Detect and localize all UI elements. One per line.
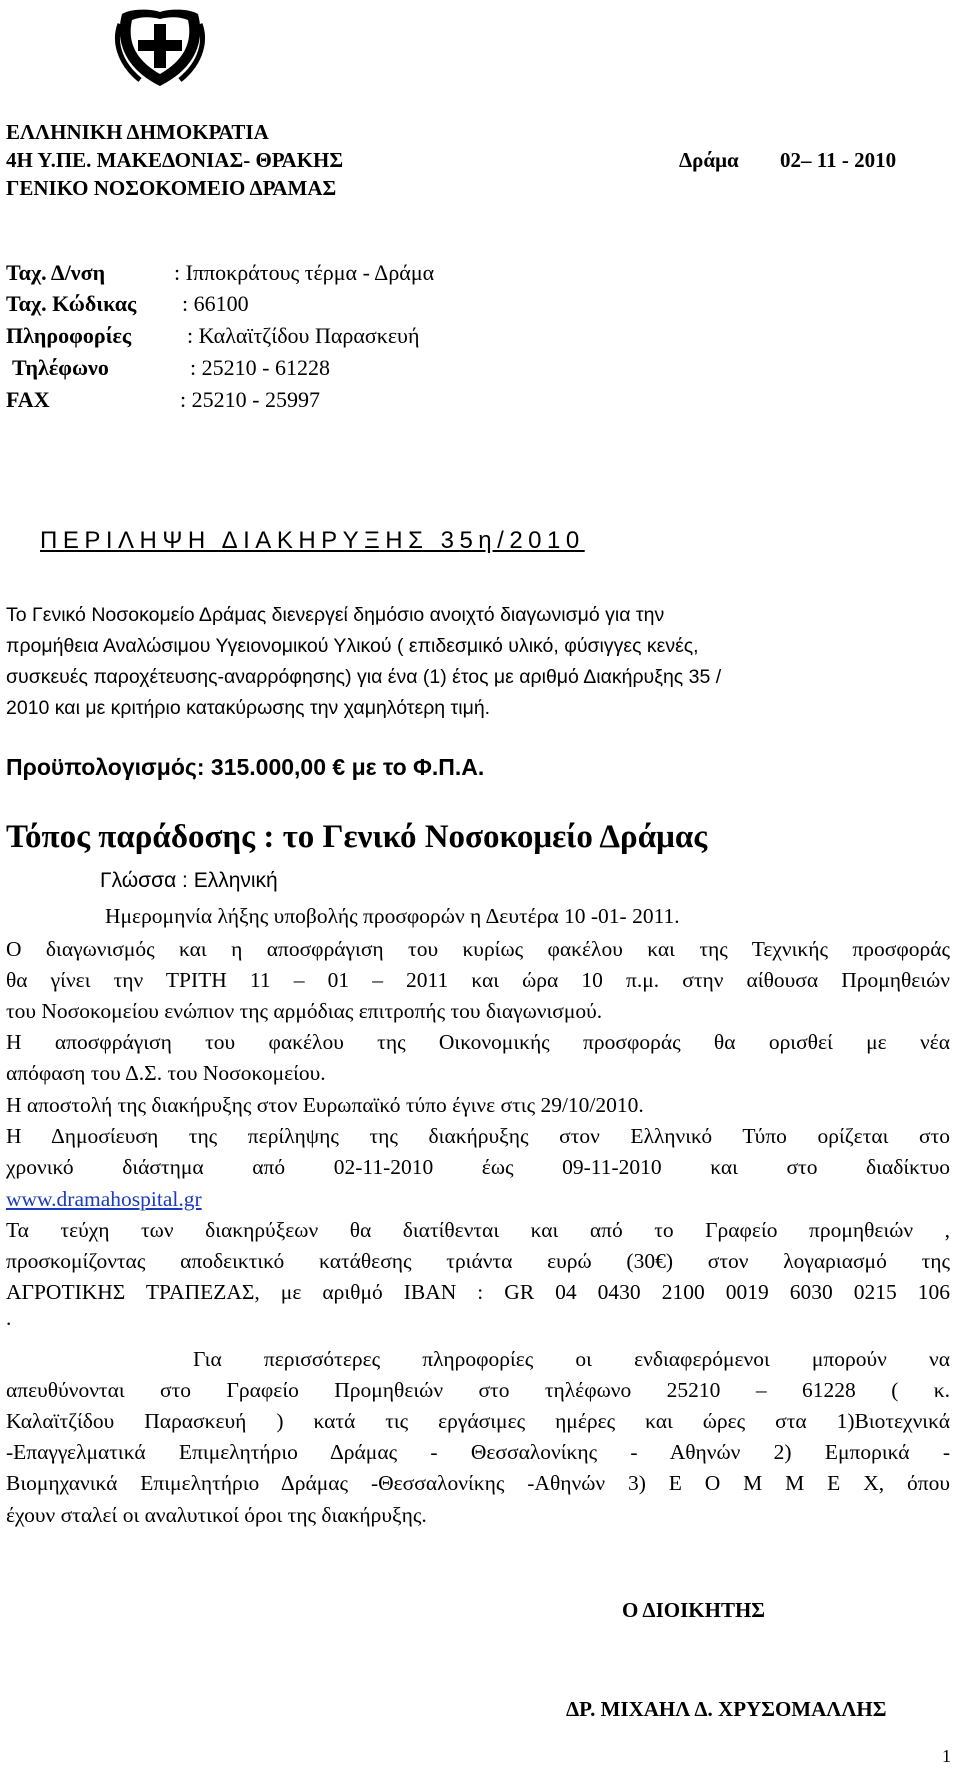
address-label: Ταχ. Κώδικας: [6, 291, 137, 316]
intro-line: προμήθεια Αναλώσιμου Υγειονομικού Υλικού ( επιδεσμικό υλικό, φύσιγγες κενές,: [6, 635, 699, 657]
body-line: Η αποστολή της διακήρυξης στον Ευρωπαϊκό τύπο έγινε στις 29/10/2010.: [6, 1093, 644, 1117]
language: Γλώσσα : Ελληνική: [100, 869, 278, 892]
body-line: απευθύνονται στο Γραφείο Προμηθειών στο τηλέφωνο 25210 – 61228 ( κ.: [6, 1378, 950, 1402]
body-line: προσκομίζοντας αποδεικτικό κατάθεσης τριάντα ευρώ (30€) στον λογαριασμό της: [6, 1249, 950, 1273]
body-line: απόφαση του Δ.Σ. του Νοσοκομείου.: [6, 1061, 326, 1085]
budget: Προϋπολογισμός: 315.000,00 € με το Φ.Π.Α.: [6, 754, 485, 780]
header-line-region: 4Η Υ.ΠΕ. ΜΑΚΕΔΟΝΙΑΣ- ΘΡΑΚΗΣ: [6, 148, 344, 172]
body-line: -Επαγγελματικά Επιμελητήριο Δράμας - Θεσσαλονίκης - Αθηνών 2) Εμπορικά -: [6, 1440, 950, 1464]
address-label: Πληροφορίες: [6, 323, 132, 348]
body-line: θα γίνει την ΤΡΙΤΗ 11 – 01 – 2011 και ώρα 10 π.μ. στην αίθουσα Προμηθειών: [6, 968, 950, 992]
body-line: Η Δημοσίευση της περίληψης της διακήρυξης στον Ελληνικό Τύπο ορίζεται στο: [6, 1124, 950, 1148]
delivery-place: Τόπος παράδοσης : το Γενικό Νοσοκομείο Δράμας: [6, 819, 708, 855]
header-line-hospital: ΓΕΝΙΚΟ ΝΟΣΟΚΟΜΕΙΟ ΔΡΑΜΑΣ: [6, 176, 337, 200]
body-line: Βιομηχανικά Επιμελητήριο Δράμας -Θεσσαλονίκης -Αθηνών 3) Ε Ο Μ Μ Ε Χ, όπου: [6, 1471, 950, 1495]
intro-line: 2010 και με κριτήριο κατακύρωσης την χαμηλότερη τιμή.: [6, 697, 491, 719]
body-line: Για περισσότερες πληροφορίες οι ενδιαφερόμενοι μπορούν να: [193, 1347, 950, 1371]
page-title: ΠΕΡΙΛΗΨΗ ΔΙΑΚΗΡΥΞΗΣ 35η/2010: [40, 527, 585, 554]
intro-line: συσκευές παροχέτευσης-αναρρόφησης) για ένα (1) έτος με αριθμό Διακήρυξης 35 /: [6, 666, 722, 688]
website-link[interactable]: www.dramahospital.gr: [6, 1187, 202, 1211]
deadline: Ημερομηνία λήξης υποβολής προσφορών η Δευτέρα 10 -01- 2011.: [105, 904, 680, 928]
body-line: Καλαϊτζίδου Παρασκευή ) κατά τις εργάσιμες ημέρες και ώρες στα 1)Βιοτεχνικά: [6, 1409, 950, 1433]
address-label: Ταχ. Δ/νση: [6, 260, 106, 285]
page-number: 1: [942, 1746, 951, 1766]
address-value: : 25210 - 61228: [190, 355, 330, 380]
address-value: : 66100: [182, 291, 249, 316]
address-value: : 25210 - 25997: [180, 387, 320, 412]
address-label: Τηλέφωνο: [12, 355, 109, 380]
header-place: Δράμα: [679, 148, 739, 172]
signature-name: ΔΡ. ΜΙΧΑΗΛ Δ. ΧΡΥΣΟΜΑΛΛΗΣ: [566, 1697, 887, 1721]
address-value: : Ιπποκράτους τέρμα - Δράμα: [174, 260, 435, 285]
header-date: 02– 11 - 2010: [780, 148, 897, 172]
body-line: ΑΓΡΟΤΙΚΗΣ ΤΡΑΠΕΖΑΣ, με αριθμό ΙΒΑΝ : GR 04 0430 2100 0019 6030 0215 106: [6, 1280, 950, 1304]
greek-coat-of-arms-icon: [112, 6, 208, 90]
address-value: : Καλαϊτζίδου Παρασκευή: [187, 323, 420, 348]
body-line: Η αποσφράγιση του φακέλου της Οικονομικής προσφοράς θα ορισθεί με νέα: [6, 1030, 950, 1054]
header-line-republic: ΕΛΛΗΝΙΚΗ ΔΗΜΟΚΡΑΤΙΑ: [6, 120, 269, 144]
body-line: χρονικό διάστημα από 02-11-2010 έως 09-11-2010 και στο διαδίκτυο: [6, 1155, 950, 1179]
body-line: Ο διαγωνισμός και η αποσφράγιση του κυρίως φακέλου και της Τεχνικής προσφοράς: [6, 937, 950, 961]
body-line: έχουν σταλεί οι αναλυτικοί όροι της διακήρυξης.: [6, 1503, 427, 1527]
body-line: του Νοσοκομείου ενώπιον της αρμόδιας επιτροπής του διαγωνισμού.: [6, 999, 603, 1023]
signature-role: Ο ΔΙΟΙΚΗΤΗΣ: [622, 1598, 766, 1622]
intro-line: Το Γενικό Νοσοκομείο Δράμας διενεργεί δημόσιο ανοιχτό διαγωνισμό για την: [6, 604, 665, 626]
body-line: .: [6, 1306, 12, 1330]
address-label: FAX: [6, 387, 50, 412]
body-line: Τα τεύχη των διακηρύξεων θα διατίθενται και από το Γραφείο προμηθειών ,: [6, 1218, 950, 1242]
